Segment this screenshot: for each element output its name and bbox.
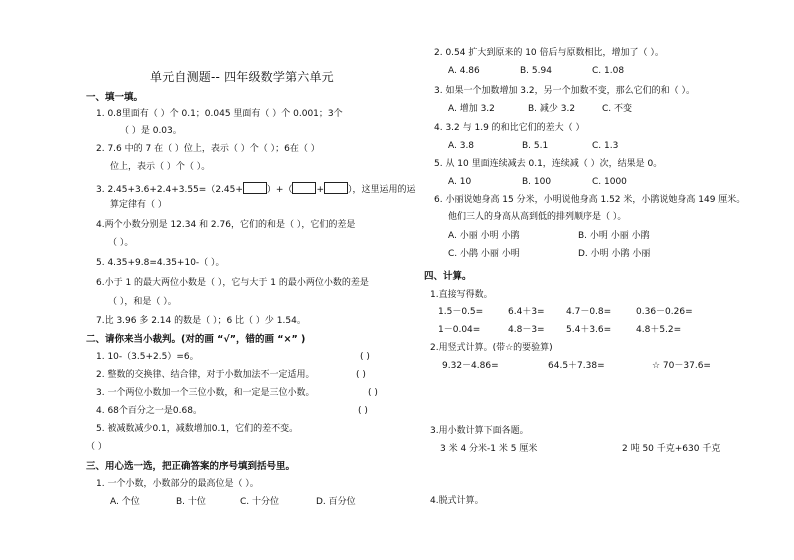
calc-1-item: 4.7－0.8= xyxy=(566,307,612,317)
question-1-line-1: 1. 0.8里面有（ ）个 0.1；0.045 里面有（ ）个 0.001；3个 xyxy=(96,109,343,119)
calc-3-item: 3 米 4 分米-1 米 5 厘米 xyxy=(440,444,538,454)
choice-5: 5. 从 10 里面连续减去 0.1，连续减（ ）次，结果是 0。 xyxy=(434,159,663,169)
judge-5: 5. 被减数减少0.1，减数增加0.1，它们的差不变。 xyxy=(96,424,299,434)
choice-2: 2. 0.54 扩大到原来的 10 倍后与原数相比，增加了（ ）。 xyxy=(434,48,664,58)
choice-3-option-b: B. 减少 3.2 xyxy=(528,104,576,114)
choice-1-option-a: A. 个位 xyxy=(110,497,140,507)
choice-1-option-c: C. 十分位 xyxy=(240,497,280,507)
calc-1-item: 4.8－3= xyxy=(508,325,545,335)
page-title: 单元自测题-- 四年级数学第六单元 xyxy=(150,70,334,84)
choice-5-option-a: A. 10 xyxy=(448,177,472,187)
section-choice-heading: 三、用心选一选，把正确答案的序号填到括号里。 xyxy=(86,461,296,472)
choice-2-option-b: B. 5.94 xyxy=(520,66,552,76)
question-4-line-1: 4.两个小数分别是 12.34 和 2.76，它们的和是（ ），它们的差是 xyxy=(96,220,356,230)
calc-2-item: 9.32－4.86= xyxy=(442,361,499,371)
choice-1-option-b: B. 十位 xyxy=(176,497,206,507)
question-6-line-2: （ ），和是（ ）。 xyxy=(108,297,177,307)
answer-box[interactable] xyxy=(292,182,316,194)
judge-2-answer-parens: ( ) xyxy=(356,370,366,380)
choice-3: 3. 如果一个加数增加 3.2，另一个加数不变，那么它们的和（ ）。 xyxy=(434,86,695,96)
judge-4: 4. 68个百分之一是0.68。 xyxy=(96,406,202,416)
section-judge-heading: 二、请你来当小裁判。(对的画 “√”，错的画 “×” ) xyxy=(86,334,306,345)
calc-2-item: 64.5＋7.38= xyxy=(548,361,605,371)
choice-6-option-d: D. 小明 小鹃 小丽 xyxy=(578,249,651,259)
question-2-line-2: 位上，表示（ ）个（ ）。 xyxy=(110,162,211,172)
choice-2-option-a: A. 4.86 xyxy=(448,66,480,76)
calc-1-item: 5.4＋3.6= xyxy=(566,325,612,335)
judge-5-answer-parens: （ ） xyxy=(86,442,107,452)
choice-1-option-d: D. 百分位 xyxy=(316,497,356,507)
calc-1-item: 6.4＋3= xyxy=(508,307,545,317)
choice-4-option-b: B. 5.1 xyxy=(522,141,549,151)
section-fill-in-heading: 一、填一填。 xyxy=(86,92,144,103)
judge-1-answer-parens: ( ) xyxy=(360,352,370,362)
question-3-text-a: 3. 2.45+3.6+2.4+3.55=（2.45+ xyxy=(96,185,243,195)
judge-2: 2. 整数的交换律、结合律，对于小数加法不一定适用。 xyxy=(96,370,315,380)
calc-3-item: 2 吨 50 千克+630 千克 xyxy=(622,444,721,454)
calc-3-heading: 3.用小数计算下面各题。 xyxy=(430,426,529,436)
question-1-line-2: （ ）是 0.03。 xyxy=(120,126,182,136)
judge-4-answer-parens: ( ) xyxy=(358,406,368,416)
judge-3-answer-parens: ( ) xyxy=(368,388,378,398)
calc-1-item: 1－0.04= xyxy=(438,325,481,335)
choice-6-option-a: A. 小丽 小明 小鹃 xyxy=(448,231,520,241)
choice-4-option-a: A. 3.8 xyxy=(448,141,475,151)
choice-6-option-b: B. 小明 小丽 小鹃 xyxy=(578,231,650,241)
answer-box[interactable] xyxy=(243,182,267,194)
calc-1-item: 0.36－0.26= xyxy=(636,307,693,317)
plus-sign: + xyxy=(316,185,324,195)
calc-2-item: ☆ 70－37.6= xyxy=(652,361,711,371)
question-3-text-b: ）+（ xyxy=(266,185,293,195)
question-3-text-c: ），这里运用的运 xyxy=(348,185,416,195)
choice-4: 4. 3.2 与 1.9 的和比它们的差大（ ） xyxy=(434,123,585,133)
question-7: 7.比 3.96 多 2.14 的数是（ ）；6 比（ ）少 1.54。 xyxy=(96,316,306,326)
question-6-line-1: 6.小于 1 的最大两位小数是（ ），它与大于 1 的最小两位小数的差是 xyxy=(96,278,369,288)
choice-5-option-b: B. 100 xyxy=(522,177,552,187)
choice-3-option-a: A. 增加 3.2 xyxy=(448,104,495,114)
question-5: 5. 4.35+9.8=4.35+10-（ ）。 xyxy=(96,258,225,268)
choice-6-line-2: 他们三人的身高从高到低的排列顺序是（ ）。 xyxy=(448,212,627,222)
calc-1-item: 4.8＋5.2= xyxy=(636,325,682,335)
calc-2-heading: 2.用竖式计算。(带☆的要验算) xyxy=(430,343,553,353)
choice-1: 1. 一个小数，小数部分的最高位是（ ）。 xyxy=(96,479,259,489)
judge-1: 1. 10-（3.5+2.5）=6。 xyxy=(96,352,199,362)
section-calc-heading: 四、计算。 xyxy=(424,271,472,282)
choice-5-option-c: C. 1000 xyxy=(592,177,627,187)
question-4-line-2: （ ）。 xyxy=(108,238,134,248)
choice-4-option-c: C. 1.3 xyxy=(592,141,619,151)
calc-4-heading: 4.脱式计算。 xyxy=(430,496,484,506)
choice-3-option-c: C. 不变 xyxy=(602,104,633,114)
choice-6-option-c: C. 小鹃 小丽 小明 xyxy=(448,249,520,259)
calc-1-heading: 1.直接写得数。 xyxy=(430,290,493,300)
answer-box[interactable] xyxy=(324,182,348,194)
choice-6-line-1: 6. 小丽说她身高 15 分米，小明说他身高 1.52 米，小鹃说她身高 149 厘米。 xyxy=(434,195,746,205)
judge-3: 3. 一个两位小数加一个三位小数，和一定是三位小数。 xyxy=(96,388,315,398)
question-3-line-2: 算定律有（ ） xyxy=(110,200,167,210)
question-2-line-1: 2. 7.6 中的 7 在（ ）位上，表示（ ）个（ ）；6在（ ） xyxy=(96,144,320,154)
choice-2-option-c: C. 1.08 xyxy=(592,66,625,76)
calc-1-item: 1.5－0.5= xyxy=(438,307,484,317)
question-3-line-1 xyxy=(96,182,416,196)
